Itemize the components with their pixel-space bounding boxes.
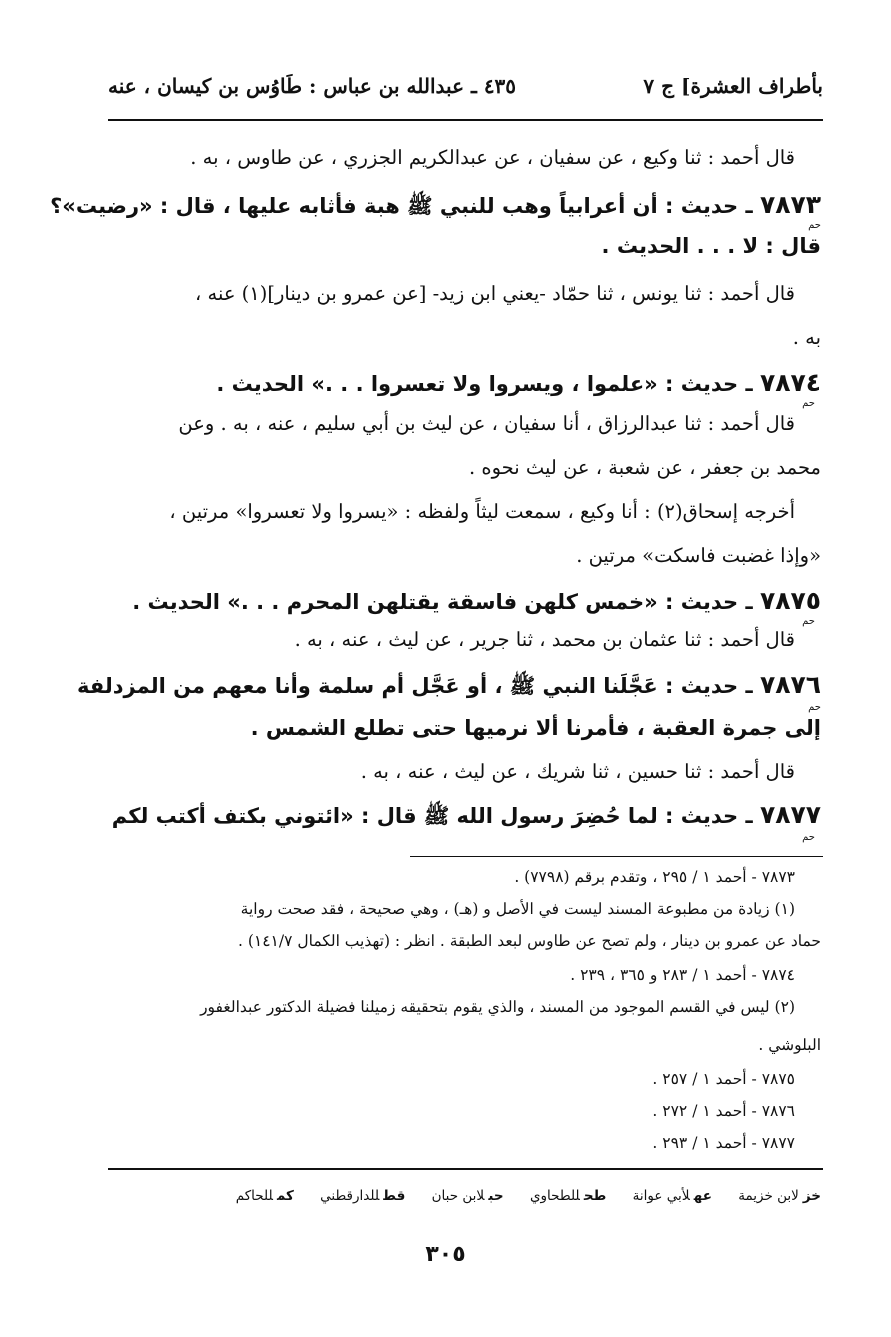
hadith-7873 [0, 190, 821, 224]
footnote-line: ٧٨٧٥ - أحمد ١ / ٢٥٧ . [652, 1070, 795, 1088]
source-marker: حم [808, 220, 821, 231]
hadith-number: ٧٨٧٣ [759, 190, 821, 219]
header-volume: بأطراف العشرة] ج ٧ [643, 74, 823, 98]
text-line: قال أحمد : ثنا عبدالرزاق ، أنا سفيان ، عن ليث بن أبي سليم ، عنه ، به . وعن [178, 412, 795, 435]
legend-item [236, 1188, 294, 1204]
hadith-number: ٧٨٧٦ [759, 670, 821, 699]
hadith-text: ـ حديث : عَجَّلَنا النبي ﷺ ، أو عَجَّل أم سلمة وأنا معهم من المزدلفة [77, 674, 753, 698]
hadith-text: ـ حديث : لما حُضِرَ رسول الله ﷺ قال : «ائتوني بكتف أكتب لكم [111, 804, 753, 828]
legend-rule [108, 1168, 823, 1170]
legend-label: للطحاوي [529, 1188, 580, 1204]
hadith-7876 [0, 670, 821, 704]
legend-label: لابن خزيمة [738, 1188, 799, 1204]
hadith-continuation: قال : لا . . . الحديث . [601, 234, 821, 258]
legend-item [432, 1188, 504, 1204]
abbreviation-legend [108, 1188, 821, 1204]
header-rule [108, 119, 823, 121]
legend-label: لأبي عوانة [632, 1188, 690, 1204]
source-marker: حم [802, 398, 815, 409]
footnote-line: ٧٨٧٧ - أحمد ١ / ٢٩٣ . [652, 1134, 795, 1152]
running-header [108, 74, 823, 108]
hadith-7877 [0, 800, 821, 834]
source-marker: حم [802, 616, 815, 627]
footnote-line: ٧٨٧٤ - أحمد ١ / ٢٨٣ و ٣٦٥ ، ٢٣٩ . [570, 966, 795, 984]
footnote-line: ٧٨٧٣ - أحمد ١ / ٢٩٥ ، وتقدم برقم (٧٧٩٨) . [514, 868, 795, 886]
hadith-number: ٧٨٧٤ [759, 368, 821, 397]
text-line: قال أحمد : ثنا حسين ، ثنا شريك ، عن ليث ، عنه ، به . [360, 760, 795, 783]
text-line: «وإذا غضبت فاسكت» مرتين . [576, 544, 821, 567]
legend-key: عه [693, 1188, 712, 1204]
hadith-7874 [0, 368, 821, 397]
legend-label: للحاكم [235, 1188, 273, 1204]
hadith-text: ـ حديث : «علموا ، ويسروا ولا تعسروا . . .» الحديث . [216, 372, 753, 396]
footnote-line: (١) زيادة من مطبوعة المسند ليست في الأصل و (هـ) ، وهي صحيحة ، فقد صحت رواية [240, 900, 795, 918]
legend-item [738, 1188, 821, 1204]
page-number: ٣٠٥ [425, 1242, 466, 1267]
footnote-line: (٢) ليس في القسم الموجود من المسند ، والذي يقوم بتحقيقه زميلنا فضيلة الدكتور عبدالغفور [200, 998, 795, 1016]
legend-item [633, 1188, 712, 1204]
text-line: أخرجه إسحاق(٢) : أنا وكيع ، سمعت ليثاً ولفظه : «يسروا ولا تعسروا» مرتين ، [169, 500, 795, 523]
header-chapter: ٤٣٥ ـ عبدالله بن عباس : طَاوُس بن كيسان ، عنه [108, 74, 517, 98]
hadith-text: ـ حديث : «خمس كلهن فاسقة يقتلهن المحرم . . .» الحديث . [132, 590, 753, 614]
hadith-number: ٧٨٧٧ [759, 800, 821, 829]
text-line: قال أحمد : ثنا يونس ، ثنا حمّاد -يعني ابن زيد- [عن عمرو بن دينار](١) عنه ، [195, 282, 795, 305]
text-line: محمد بن جعفر ، عن شعبة ، عن ليث نحوه . [469, 456, 821, 479]
hadith-continuation: إلى جمرة العقبة ، فأمرنا ألا نرميها حتى تطلع الشمس . [250, 716, 821, 740]
footnote-line: ٧٨٧٦ - أحمد ١ / ٢٧٢ . [652, 1102, 795, 1120]
legend-label: للدارقطني [320, 1188, 380, 1204]
legend-label: لابن حبان [431, 1188, 485, 1204]
legend-key: قط [383, 1188, 406, 1204]
hadith-7875 [0, 586, 821, 615]
source-marker: حم [802, 832, 815, 843]
footnote-rule [410, 856, 823, 857]
source-marker: حم [808, 702, 821, 713]
footnote-line: حماد عن عمرو بن دينار ، ولم تصح عن طاوس لبعد الطبقة . انظر : (تهذيب الكمال ١٤١/٧) . [237, 932, 821, 950]
text-line: به . [792, 326, 821, 349]
text-line: قال أحمد : ثنا عثمان بن محمد ، ثنا جرير ، عن ليث ، عنه ، به . [294, 628, 795, 651]
footnote-line: البلوشي . [758, 1036, 821, 1054]
hadith-text: ـ حديث : أن أعرابياً وهب للنبي ﷺ هبة فأثابه عليها ، قال : «رضيت»؟ [50, 194, 753, 218]
legend-key: طح [583, 1188, 607, 1204]
legend-key: حب [488, 1188, 504, 1204]
hadith-number: ٧٨٧٥ [759, 586, 821, 615]
text-line: قال أحمد : ثنا وكيع ، عن سفيان ، عن عبدالكريم الجزري ، عن طاوس ، به . [190, 146, 795, 169]
legend-item [320, 1188, 405, 1204]
legend-key: خز [802, 1188, 821, 1204]
legend-key: كم [276, 1188, 294, 1204]
legend-item [530, 1188, 606, 1204]
